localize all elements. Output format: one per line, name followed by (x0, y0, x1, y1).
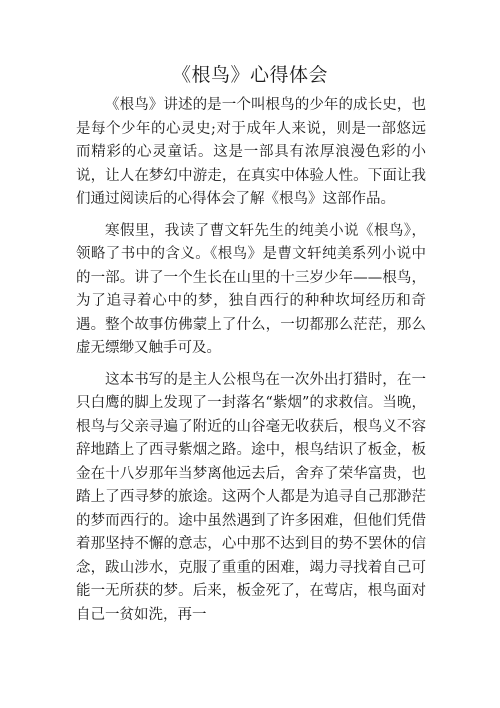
document-body (76, 94, 426, 627)
paragraph-story-summary: 这本书写的是主人公根鸟在一次外出打猎时，在一只白鹰的脚上发现了一封落名“紫烟”的求救信。当晚，根鸟与父亲寻遍了附近的山谷毫无收获后，根鸟义不容辞地踏上了西寻紫烟之路。途中，根鸟结识了板金，板金在十八岁那年当梦离他远去后，舍弃了荣华富贵，也踏上了西寻梦的旅途。这两个人都是为追寻自己那渺茫的梦而西行的。途中虽然遇到了许多困难，但他们凭借着那坚持不懈的意志，心中那不达到目的势不罢休的信念，跋山涉水，克服了重重的困难，竭力寻找着自己可能一无所获的梦。后来，板金死了，在莺店，根鸟面对自己一贫如洗，再一 (76, 371, 426, 623)
document-title: 《根鸟》心得体会 (171, 64, 328, 86)
paragraph-intro: 《根鸟》讲述的是一个叫根鸟的少年的成长史，也是每个少年的心灵史;对于成年人来说，则是一部悠远而精彩的心灵童话。这是一部具有浓厚浪漫色彩的小说，让人在梦幻中游走，在真实中体验人性。下面让我们通过阅读后的心得体会了解《根鸟》这部作品。 (76, 97, 426, 207)
paragraph-winter-reading: 寒假里，我读了曹文轩先生的纯美小说《根鸟》，领略了书中的含义。《根鸟》是曹文轩纯美系列小说中的一部。讲了一个生长在山里的十三岁少年——根鸟，为了追寻着心中的梦，独自西行的种种坎坷经历和奇遇。整个故事仿佛蒙上了什么，一切都那么茫茫，那么虚无缥缈又触手可及。 (76, 222, 426, 356)
